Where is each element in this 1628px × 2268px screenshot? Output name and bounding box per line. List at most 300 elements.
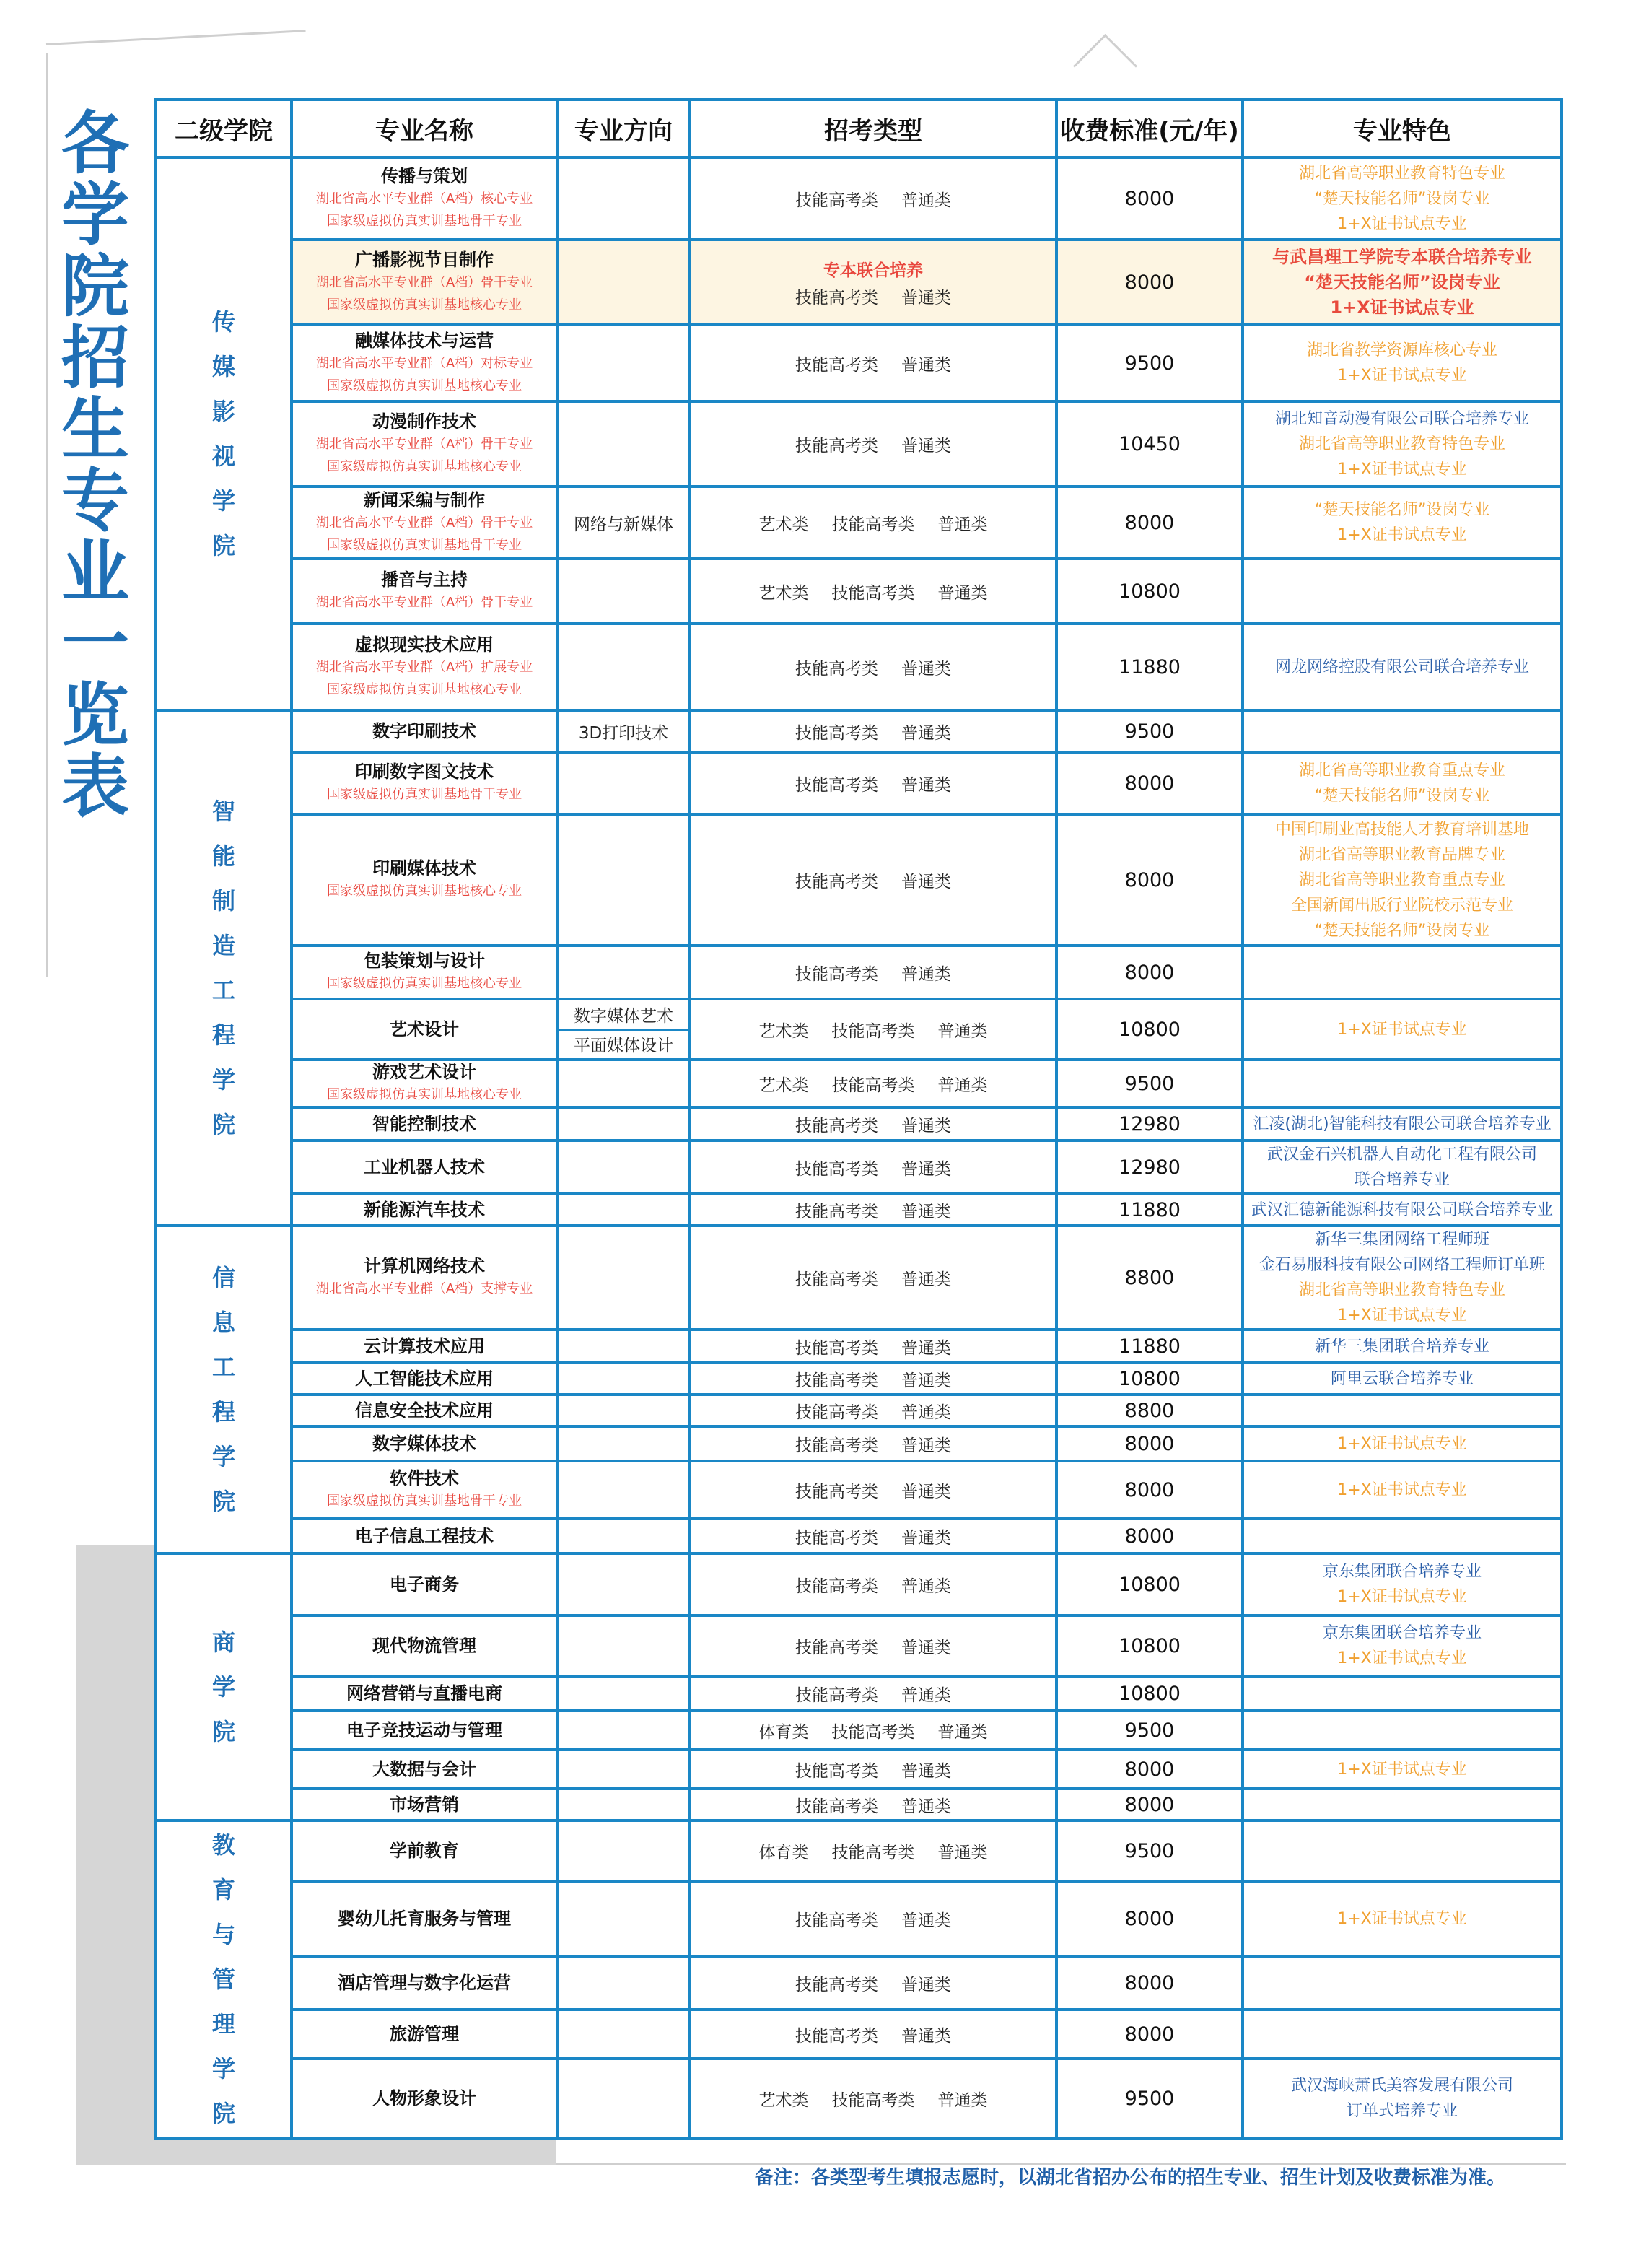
features-cell [1243,1881,1562,1956]
major-cell [292,752,557,814]
exam-type-cell [690,1519,1056,1553]
exam-type: 技能高考类 [795,1270,878,1289]
major-name: 计算机网络技术 [364,1256,485,1276]
major-name: 动漫制作技术 [372,411,476,432]
exam-type: 普通类 [937,1021,988,1041]
exam-type-list [691,1634,1055,1658]
exam-type-cell [690,1956,1056,2010]
feature-line: 湖北省高等职业教育特色专业 [1298,435,1505,453]
exam-type: 技能高考类 [795,1685,878,1705]
college-name: 商学院 [211,1628,235,1745]
feature-line: 湖北省高等职业教育品牌专业 [1298,845,1505,864]
direction-cell [557,1956,690,2010]
direction-cell [557,1226,690,1330]
features-cell [1243,1750,1562,1789]
direction-cell [557,1711,690,1750]
exam-type-list [691,1478,1055,1502]
feature-line: 湖北省教学资源库核心专业 [1306,341,1497,359]
exam-type: 体育类 [758,1722,809,1742]
fee-cell: 8000 [1056,240,1243,325]
major-cell [292,2010,557,2059]
table-row [156,1107,1562,1140]
exam-type-cell [690,401,1056,487]
exam-type: 技能高考类 [831,1843,915,1862]
major-tag: 国家级虚拟仿真实训基地骨干专业 [327,787,522,802]
feature-line: 与武昌理工学院专本联合培养专业 [1272,246,1532,267]
table-row [156,559,1562,624]
features-cell [1243,1789,1562,1820]
exam-type: 技能高考类 [831,1722,915,1742]
exam-type: 普通类 [901,1270,951,1289]
exam-type: 技能高考类 [795,872,878,891]
table-row [156,1553,1562,1615]
exam-type: 普通类 [901,1202,951,1221]
page-title: 各学院招生专业一览表 [61,105,129,826]
direction-cell [557,814,690,946]
exam-type: 普通类 [901,1482,951,1501]
exam-type: 技能高考类 [795,1528,878,1548]
exam-type-cell [690,1194,1056,1226]
fee-cell: 11880 [1056,1330,1243,1363]
direction-option: 数字媒体艺术 [574,1006,673,1026]
fee-cell: 12980 [1056,1107,1243,1140]
fee-cell: 8000 [1056,1956,1243,2010]
exam-type-list [691,1198,1055,1222]
exam-type-cell [690,2059,1056,2138]
exam-type: 技能高考类 [831,2090,915,2110]
major-tag: 湖北省高水平专业群（A档）核心专业 [315,191,533,206]
exam-type-list [691,1399,1055,1423]
direction-cell [557,2059,690,2138]
exam-type-cell [690,1553,1056,1615]
major-name: 人工智能技术应用 [355,1368,494,1389]
exam-type: 普通类 [901,1576,951,1596]
features-cell [1243,1711,1562,1750]
fee-cell: 8000 [1056,1519,1243,1553]
feature-line: 湖北知音动漫有限公司联合培养专业 [1274,409,1529,428]
major-name: 传播与策划 [381,165,468,186]
exam-type-list [691,1525,1055,1548]
direction-split [559,1000,688,1058]
frame-decoration-top [46,30,306,45]
exam-type-cell [690,814,1056,946]
fee-cell: 9500 [1056,710,1243,752]
feature-line: 1+X证书试点专业 [1337,460,1467,479]
table-row [156,1363,1562,1395]
major-tag: 湖北省高水平专业群（A档）骨干专业 [315,595,533,610]
feature-line: 1+X证书试点专业 [1337,367,1467,385]
table-row [156,624,1562,710]
exam-type-cell [690,1750,1056,1789]
major-name: 云计算技术应用 [364,1335,485,1356]
major-name: 虚拟现实技术应用 [355,634,494,655]
table-row [156,1676,1562,1711]
major-tag: 国家级虚拟仿真实训基地核心专业 [327,976,522,991]
major-name: 新能源汽车技术 [364,1199,485,1220]
major-name: 电子信息工程技术 [355,1525,494,1546]
direction-cell [557,2010,690,2059]
direction-cell [557,999,690,1060]
fee-cell: 10800 [1056,1553,1243,1615]
feature-line: 1+X证书试点专业 [1337,1307,1467,1325]
exam-type-cell [690,1820,1056,1881]
major-tag: 国家级虚拟仿真实训基地骨干专业 [327,537,522,553]
exam-type-list [691,868,1055,892]
exam-type-list [691,1758,1055,1781]
features-cell [1243,1226,1562,1330]
major-cell [292,1750,557,1789]
feature-line: 湖北省高等职业教育特色专业 [1298,164,1505,183]
exam-type-list [691,655,1055,679]
direction-cell [557,1107,690,1140]
fee-cell: 10800 [1056,1615,1243,1676]
major-cell [292,624,557,710]
major-tag: 国家级虚拟仿真实训基地核心专业 [327,458,522,474]
features-cell [1243,1615,1562,1676]
college-cell [156,1226,292,1553]
direction-cell [557,1426,690,1461]
direction-cell [557,1395,690,1426]
major-name: 软件技术 [390,1468,459,1488]
exam-type-list [691,187,1055,211]
direction-cell [557,240,690,325]
major-name: 旅游管理 [390,2023,459,2044]
major-tag: 国家级虚拟仿真实训基地骨干专业 [327,213,522,229]
exam-type-cell [690,1395,1056,1426]
major-cell [292,946,557,999]
exam-type-list [691,580,1055,603]
header-direction: 专业方向 [557,100,690,157]
feature-line: 湖北省高等职业教育特色专业 [1298,1281,1505,1299]
exam-type-list [691,432,1055,456]
exam-type: 技能高考类 [795,1482,878,1501]
exam-type: 技能高考类 [795,1436,878,1455]
major-tag: 国家级虚拟仿真实训基地核心专业 [327,681,522,697]
major-name: 电子竞技运动与管理 [346,1719,502,1740]
major-cell [292,1363,557,1395]
exam-type-list [691,511,1055,535]
feature-line: 金石易服科技有限公司网络工程师订单班 [1259,1256,1545,1274]
features-cell [1243,487,1562,559]
exam-type: 普通类 [901,1403,951,1422]
header-exam-type: 招考类型 [690,100,1056,157]
features-cell [1243,946,1562,999]
direction-option: 平面媒体设计 [559,1029,688,1059]
fee-cell: 8000 [1056,946,1243,999]
exam-type-cell [690,1426,1056,1461]
exam-type: 艺术类 [758,1076,809,1095]
major-tag: 湖北省高水平专业群（A档）骨干专业 [315,274,533,290]
exam-type-list [691,1793,1055,1817]
direction-cell [557,1789,690,1820]
features-cell [1243,1676,1562,1711]
direction-cell [557,1519,690,1553]
frame-decoration-shade-bottom [76,1545,154,2165]
major-cell [292,157,557,240]
major-cell [292,1820,557,1881]
exam-type: 普通类 [901,1685,951,1705]
feature-line: 新华三集团网络工程师班 [1314,1231,1489,1249]
exam-type: 技能高考类 [795,659,878,679]
exam-type: 技能高考类 [795,1975,878,1994]
exam-type-list [691,1156,1055,1179]
major-cell [292,559,557,624]
exam-type: 艺术类 [758,1021,809,1041]
features-cell [1243,2059,1562,2138]
table-row [156,487,1562,559]
table-row [156,999,1562,1060]
exam-type-cell [690,1226,1056,1330]
feature-line: 1+X证书试点专业 [1337,1434,1467,1453]
exam-type-cell [690,240,1056,325]
features-cell [1243,1363,1562,1395]
table-row [156,1881,1562,1956]
major-cell [292,814,557,946]
direction-cell [557,946,690,999]
feature-line: 1+X证书试点专业 [1337,1760,1467,1779]
major-cell [292,1194,557,1226]
feature-line: 武汉汇德新能源科技有限公司联合培养专业 [1251,1200,1553,1219]
exam-type-list [691,1682,1055,1706]
exam-type: 技能高考类 [795,1371,878,1390]
exam-type-list [691,720,1055,743]
fee-cell: 9500 [1056,1711,1243,1750]
direction-cell [557,1140,690,1194]
fee-cell: 8000 [1056,1461,1243,1519]
major-tag: 湖北省高水平专业群（A档）对标专业 [315,355,533,371]
exam-type: 普通类 [937,1843,988,1862]
major-tag: 国家级虚拟仿真实训基地核心专业 [327,884,522,899]
exam-type-list [691,961,1055,985]
fee-cell: 8000 [1056,1750,1243,1789]
header-college: 二级学院 [156,100,292,157]
features-cell [1243,814,1562,946]
features-cell [1243,1330,1562,1363]
major-cell [292,1395,557,1426]
major-name: 人物形象设计 [372,2088,476,2108]
exam-type-list [691,1072,1055,1096]
feature-line: 1+X证书试点专业 [1337,1020,1467,1039]
major-cell [292,1226,557,1330]
exam-type: 普通类 [901,1797,951,1816]
exam-type: 技能高考类 [795,355,878,375]
exam-type-cell [690,1711,1056,1750]
exam-type-list [691,1112,1055,1136]
fee-cell: 10800 [1056,1363,1243,1395]
major-name: 融媒体技术与运营 [355,330,494,351]
feature-line: 1+X证书试点专业 [1337,1480,1467,1499]
college-name: 信息工程学院 [211,1264,235,1515]
exam-type-list [691,772,1055,795]
features-cell [1243,1194,1562,1226]
exam-type-cell [690,710,1056,752]
exam-type-cell [690,999,1056,1060]
table-row [156,814,1562,946]
direction-cell [557,1676,690,1711]
exam-type: 普通类 [937,1722,988,1742]
features-cell [1243,240,1562,325]
exam-type: 普通类 [937,515,988,534]
exam-type: 技能高考类 [795,775,878,795]
exam-type-cell [690,1461,1056,1519]
major-cell [292,1140,557,1194]
major-tag: 国家级虚拟仿真实训基地核心专业 [327,378,522,393]
frame-decoration-peak [1073,34,1137,98]
exam-type: 技能高考类 [795,1403,878,1422]
major-name: 电子商务 [390,1574,459,1595]
exam-type-list [691,352,1055,375]
exam-type-cell [690,1363,1056,1395]
exam-type-cell [690,1676,1056,1711]
fee-cell: 10800 [1056,999,1243,1060]
exam-type-list [691,1907,1055,1931]
fee-cell: 8000 [1056,814,1243,946]
college-name: 教育与管理学院 [211,1831,235,2127]
table-row [156,946,1562,999]
table-row [156,1461,1562,1519]
table-row [156,1140,1562,1194]
exam-type: 技能高考类 [831,1021,915,1041]
major-name: 智能控制技术 [372,1113,476,1134]
fee-cell: 8000 [1056,157,1243,240]
fee-cell: 9500 [1056,1820,1243,1881]
table-row [156,1711,1562,1750]
college-cell [156,710,292,1226]
major-name: 现代物流管理 [372,1635,476,1656]
frame-decoration-left [46,53,48,977]
feature-line: 武汉金石兴机器人自动化工程有限公司 [1266,1146,1537,1164]
direction-cell [557,1060,690,1107]
table-row [156,1226,1562,1330]
major-name: 信息安全技术应用 [355,1400,494,1421]
fee-cell: 10800 [1056,559,1243,624]
features-cell [1243,1140,1562,1194]
features-cell [1243,157,1562,240]
feature-line: 新华三集团联合培养专业 [1314,1337,1489,1356]
table-row [156,710,1562,752]
fee-cell: 10450 [1056,401,1243,487]
exam-type: 技能高考类 [831,1076,915,1095]
exam-type-cell [690,1330,1056,1363]
major-name: 广播影视节目制作 [355,249,494,270]
major-tag: 湖北省高水平专业群（A档）支撑专业 [315,1281,533,1296]
major-cell [292,1107,557,1140]
table-row [156,1395,1562,1426]
table-row [156,1060,1562,1107]
features-cell [1243,624,1562,710]
major-tag: 国家级虚拟仿真实训基地骨干专业 [327,1493,522,1509]
fee-cell: 8000 [1056,1881,1243,1956]
exam-type: 技能高考类 [795,964,878,984]
features-cell [1243,1461,1562,1519]
direction-cell [557,1553,690,1615]
major-name: 数字印刷技术 [372,720,476,741]
major-cell [292,1956,557,2010]
feature-line: 湖北省高等职业教育重点专业 [1298,762,1505,780]
exam-type: 技能高考类 [795,191,878,210]
feature-line: 网龙网络控股有限公司联合培养专业 [1274,658,1529,676]
exam-type: 普通类 [901,1528,951,1548]
major-tag: 湖北省高水平专业群（A档）骨干专业 [315,515,533,531]
exam-type: 普通类 [937,583,988,603]
exam-type-cell [690,157,1056,240]
exam-type: 体育类 [758,1843,809,1862]
feature-line: 武汉海峡萧氏美容发展有限公司 [1290,2077,1513,2095]
feature-line: 全国新闻出版行业院校示范专业 [1290,896,1513,915]
table-row [156,240,1562,325]
major-cell [292,1676,557,1711]
exam-type: 普通类 [901,1436,951,1455]
feature-line: 湖北省高等职业教育重点专业 [1298,871,1505,889]
fee-cell: 8000 [1056,2010,1243,2059]
footnote: 备注：各类型考生填报志愿时，以湖北省招办公布的招生专业、招生计划及收费标准为准。 [754,2167,1505,2189]
features-cell [1243,1519,1562,1553]
exam-type: 普通类 [901,964,951,984]
fee-cell: 10800 [1056,1676,1243,1711]
feature-line: “楚天技能名师”设岗专业 [1304,271,1500,292]
major-cell [292,325,557,401]
exam-type-list [691,1266,1055,1290]
major-name: 工业机器人技术 [364,1156,485,1177]
exam-type: 普通类 [901,355,951,375]
exam-type-cell [690,1789,1056,1820]
table-row [156,1519,1562,1553]
feature-line: 汇凌(湖北)智能科技有限公司联合培养专业 [1253,1115,1552,1133]
direction-cell: 网络与新媒体 [557,487,690,559]
exam-type: 普通类 [901,1911,951,1930]
major-tag: 湖北省高水平专业群（A档）骨干专业 [315,436,533,452]
majors-table-container [154,98,1560,2140]
header-fee: 收费标准(元/年) [1056,100,1243,157]
exam-type: 艺术类 [758,515,809,534]
exam-type: 技能高考类 [795,1761,878,1781]
major-cell [292,401,557,487]
major-cell [292,1789,557,1820]
feature-line: 京东集团联合培养专业 [1322,1563,1482,1581]
features-cell [1243,559,1562,624]
major-name: 数字媒体技术 [372,1433,476,1454]
direction-cell: 3D打印技术 [557,710,690,752]
exam-type: 艺术类 [758,2090,809,2110]
header-features: 专业特色 [1243,100,1562,157]
feature-line: 联合培养专业 [1354,1171,1450,1189]
direction-cell [557,624,690,710]
major-name: 艺术设计 [390,1019,459,1039]
exam-type-cell [690,752,1056,814]
exam-type: 技能高考类 [795,1116,878,1135]
direction-cell [557,157,690,240]
direction-cell [557,1363,690,1395]
exam-type-list [691,1839,1055,1863]
exam-type: 艺术类 [758,583,809,603]
table-row [156,325,1562,401]
exam-type: 技能高考类 [795,2026,878,2046]
fee-cell: 9500 [1056,1060,1243,1107]
exam-type: 技能高考类 [795,1911,878,1930]
major-cell [292,1060,557,1107]
exam-type: 技能高考类 [795,288,878,308]
exam-type: 普通类 [901,1159,951,1179]
exam-type-cell [690,2010,1056,2059]
features-cell [1243,1956,1562,2010]
exam-type: 普通类 [901,872,951,891]
college-cell [156,1553,292,1820]
direction-cell [557,1330,690,1363]
exam-type: 技能高考类 [795,723,878,743]
exam-type-list [691,2023,1055,2046]
college-cell [156,157,292,710]
feature-line: “楚天技能名师”设岗专业 [1314,189,1490,208]
